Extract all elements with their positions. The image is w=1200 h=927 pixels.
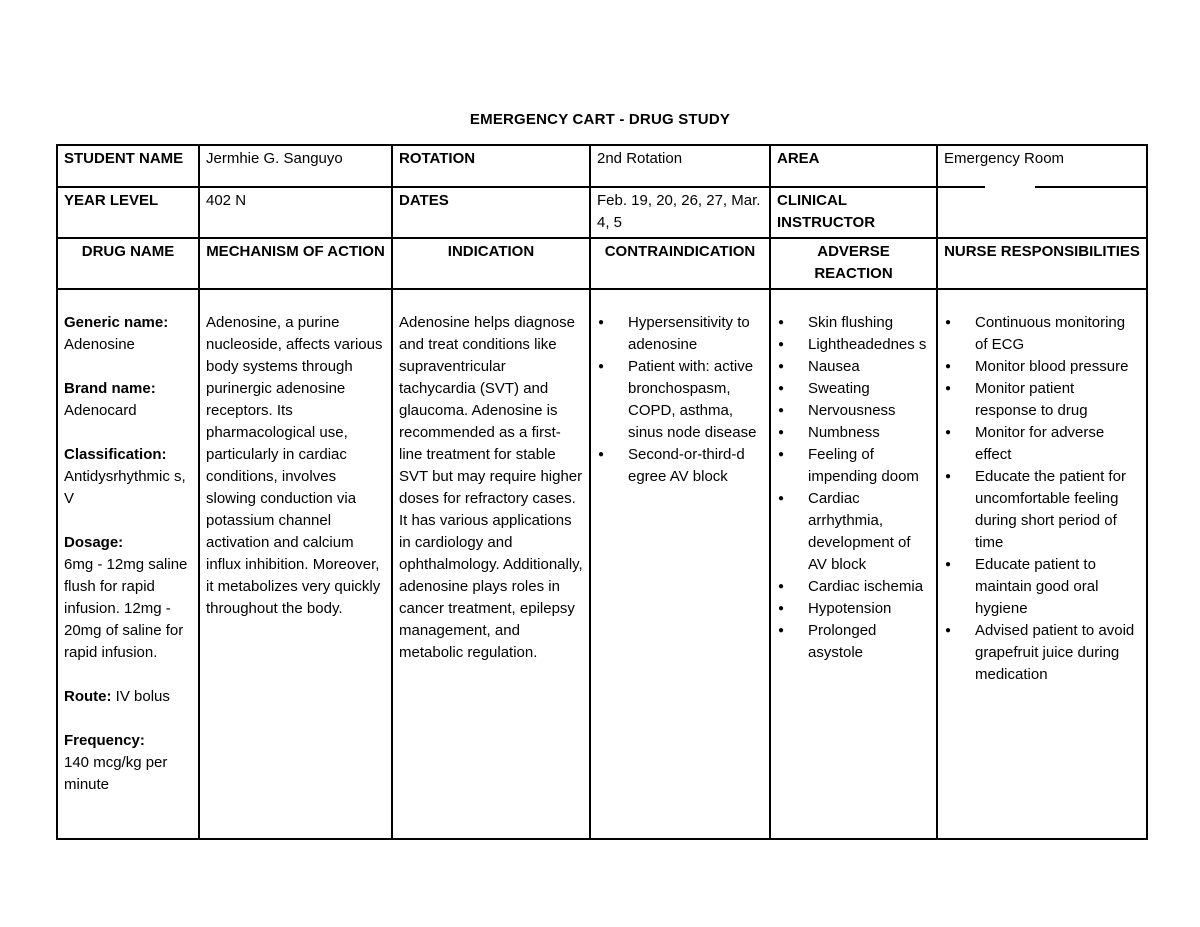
contraindication-list: [597, 312, 763, 488]
nurse-responsibility-item: ● Advised patient to avoid grapefruit juice during medication: [944, 620, 1140, 686]
generic-name-block: [64, 312, 192, 356]
nurse-responsibility-item: ● Educate patient to maintain good oral hygiene: [944, 554, 1140, 620]
adverse-reaction-item: ● Hypotension: [777, 598, 930, 620]
year-level-label: YEAR LEVEL: [57, 187, 199, 238]
adverse-reaction-item: ● Cardiac arrhythmia, development of AV block: [777, 488, 930, 576]
adverse-reaction-item: ● Cardiac ischemia: [777, 576, 930, 598]
rotation-value: 2nd Rotation: [590, 145, 770, 187]
contraindication-cell: [590, 289, 770, 839]
clinical-instructor-label: CLINICAL INSTRUCTOR: [770, 187, 937, 238]
adverse-reaction-list: [777, 312, 930, 664]
adverse-reaction-item: ● Nausea: [777, 356, 930, 378]
generic-name-value: Adenosine: [64, 336, 135, 353]
generic-name-label: Generic name:: [64, 314, 169, 331]
adverse-reaction-item: ● Nervousness: [777, 400, 930, 422]
area-label: AREA: [770, 145, 937, 187]
header-drug-name: DRUG NAME: [57, 238, 199, 289]
frequency-block: [64, 730, 192, 796]
adverse-reaction-item: ● Numbness: [777, 422, 930, 444]
mechanism-cell: Adenosine, a purine nucleoside, affects various body systems through purinergic adenosine receptors. Its pharmacological use, particularly in cardiac conditions, involves slowing conduction via potassium channel activation and calcium influx inhibition. Moreover, it metabolizes very quickly throughout the body.: [199, 289, 392, 839]
drug-study-table: [56, 144, 1148, 840]
indication-cell: Adenosine helps diagnose and treat conditions like supraventricular tachycardia (SVT) and glaucoma. Adenosine is recommended as a first-line treatment for stable SVT but may require higher doses for refractory cases. It has various applications in cardiology and ophthalmology. Additionally, adenosine plays roles in cancer treatment, epilepsy management, and metabolic regulation.: [392, 289, 590, 839]
student-name-value: Jermhie G. Sanguyo: [199, 145, 392, 187]
year-level-value: 402 N: [199, 187, 392, 238]
nurse-responsibility-item: ● Monitor blood pressure: [944, 356, 1140, 378]
contraindication-item: ● Patient with: active bronchospasm, COPD, asthma, sinus node disease: [597, 356, 763, 444]
dates-value: Feb. 19, 20, 26, 27, Mar. 4, 5: [590, 187, 770, 238]
redaction-mark: [1010, 229, 1055, 234]
info-row-1: [57, 145, 1147, 187]
classification-block: [64, 444, 192, 510]
student-name-label: STUDENT NAME: [57, 145, 199, 187]
adverse-reaction-item: ● Prolonged asystole: [777, 620, 930, 664]
dosage-block: [64, 532, 192, 664]
classification-label: Classification:: [64, 446, 167, 463]
contraindication-item: ● Second-or-third-d egree AV block: [597, 444, 763, 488]
route-block: [64, 686, 192, 708]
route-value: IV bolus: [111, 688, 170, 705]
brand-name-value: Adenocard: [64, 402, 137, 419]
header-row: [57, 238, 1147, 289]
rotation-label: ROTATION: [392, 145, 590, 187]
frequency-label: Frequency:: [64, 732, 145, 749]
adverse-reaction-item: ● Skin flushing: [777, 312, 930, 334]
header-nurse-responsibilities: NURSE RESPONSIBILITIES: [937, 238, 1147, 289]
classification-value: Antidysrhythmic s, V: [64, 468, 186, 507]
contraindication-item: ● Hypersensitivity to adenosine: [597, 312, 763, 356]
brand-name-label: Brand name:: [64, 380, 156, 397]
dates-label: DATES: [392, 187, 590, 238]
nurse-responsibility-item: ● Monitor for adverse effect: [944, 422, 1140, 466]
nurse-responsibilities-cell: [937, 289, 1147, 839]
nurse-responsibility-item: ● Continuous monitoring of ECG: [944, 312, 1140, 356]
header-adverse-reaction: ADVERSE REACTION: [770, 238, 937, 289]
header-contraindication: CONTRAINDICATION: [590, 238, 770, 289]
redaction-mark: [985, 183, 1035, 188]
info-row-2: [57, 187, 1147, 238]
area-value: Emergency Room: [937, 145, 1147, 187]
adverse-reaction-item: ● Feeling of impending doom: [777, 444, 930, 488]
nurse-responsibilities-list: [944, 312, 1140, 686]
dosage-value: 6mg - 12mg saline flush for rapid infusion. 12mg - 20mg of saline for rapid infusion.: [64, 556, 188, 661]
document-title: EMERGENCY CART - DRUG STUDY: [469, 111, 731, 128]
drug-row: [57, 289, 1147, 839]
nurse-responsibility-item: ● Monitor patient response to drug: [944, 378, 1140, 422]
brand-name-block: [64, 378, 192, 422]
header-mechanism: MECHANISM OF ACTION: [199, 238, 392, 289]
drug-name-cell: [57, 289, 199, 839]
header-indication: INDICATION: [392, 238, 590, 289]
adverse-reaction-cell: [770, 289, 937, 839]
nurse-responsibility-item: ● Educate the patient for uncomfortable feeling during short period of time: [944, 466, 1140, 554]
dosage-label: Dosage:: [64, 534, 124, 551]
frequency-value: 140 mcg/kg per minute: [64, 754, 168, 793]
adverse-reaction-item: ● Lightheadednes s: [777, 334, 930, 356]
adverse-reaction-item: ● Sweating: [777, 378, 930, 400]
route-label: Route:: [64, 688, 112, 705]
